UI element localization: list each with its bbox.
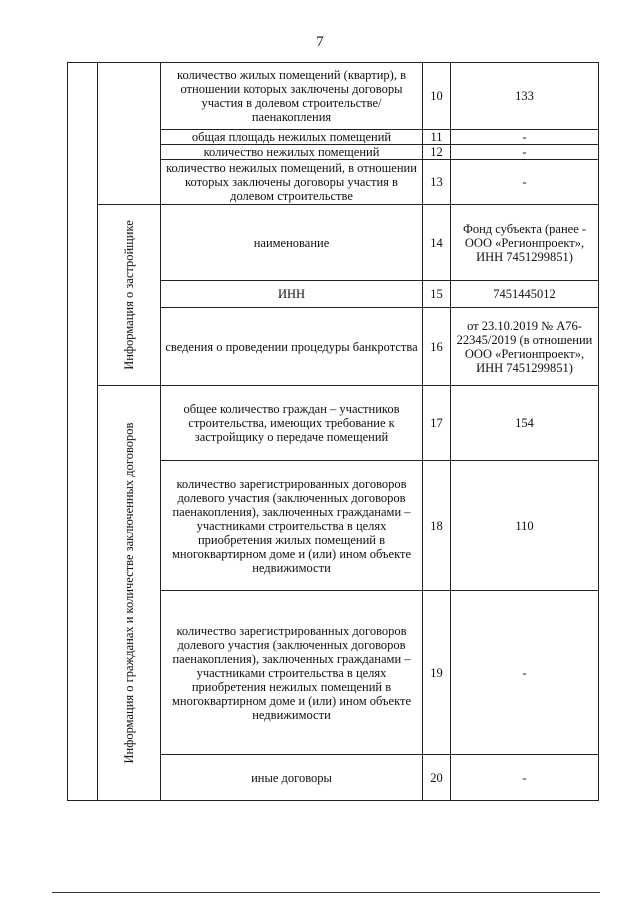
row-label: ИНН: [161, 281, 423, 308]
section-title: Информация о гражданах и количестве заключенных договоров: [122, 422, 136, 764]
section-citizens: [98, 386, 161, 801]
row-number: 20: [423, 755, 451, 801]
row-number: 13: [423, 160, 451, 205]
row-number: 14: [423, 205, 451, 281]
row-value: -: [451, 160, 599, 205]
section-cell-previous: [98, 63, 161, 205]
row-value: 133: [451, 63, 599, 130]
row-value: 7451445012: [451, 281, 599, 308]
table-row: [68, 63, 599, 130]
row-number: 11: [423, 130, 451, 145]
row-number: 19: [423, 591, 451, 755]
row-value: -: [451, 130, 599, 145]
row-number: 15: [423, 281, 451, 308]
row-number: 16: [423, 308, 451, 386]
row-value: -: [451, 591, 599, 755]
outer-column: [68, 63, 98, 801]
row-label: общая площадь нежилых помещений: [161, 130, 423, 145]
row-value: 110: [451, 461, 599, 591]
page-bottom-rule: [52, 892, 600, 893]
section-developer: [98, 205, 161, 386]
row-label: количество зарегистрированных договоров долевого участия (заключенных договоров паенакопления), заключенных гражданами – участниками строительства в целях приобретения нежилых помещений в многоквартирном доме и (или) ином объекте недвижимости: [161, 591, 423, 755]
row-label: сведения о проведении процедуры банкротства: [161, 308, 423, 386]
row-label: количество жилых помещений (квартир), в отношении которых заключены договоры участия в долевом строительстве/паенакопления: [161, 63, 423, 130]
row-label: количество нежилых помещений: [161, 145, 423, 160]
row-value: -: [451, 145, 599, 160]
row-number: 18: [423, 461, 451, 591]
page-number: 7: [316, 34, 324, 50]
row-label: количество зарегистрированных договоров долевого участия (заключенных договоров паенакопления), заключенных гражданами – участниками строительства в целях приобретения жилых помещений в многоквартирном доме и (или) ином объекте недвижимости: [161, 461, 423, 591]
row-label: количество нежилых помещений, в отношении которых заключены договоры участия в долевом строительстве: [161, 160, 423, 205]
table-row: [68, 386, 599, 461]
row-number: 12: [423, 145, 451, 160]
row-value: от 23.10.2019 № А76-22345/2019 (в отношении ООО «Регионпроект», ИНН 7451299851): [451, 308, 599, 386]
row-value: 154: [451, 386, 599, 461]
row-number: 10: [423, 63, 451, 130]
info-table: [67, 62, 599, 801]
row-label: наименование: [161, 205, 423, 281]
row-label: иные договоры: [161, 755, 423, 801]
row-label: общее количество граждан – участников строительства, имеющих требование к застройщику о передаче помещений: [161, 386, 423, 461]
table-row: [68, 205, 599, 281]
row-number: 17: [423, 386, 451, 461]
row-value: -: [451, 755, 599, 801]
row-value: Фонд субъекта (ранее - ООО «Регионпроект», ИНН 7451299851): [451, 205, 599, 281]
section-title: Информация о застройщике: [122, 220, 136, 370]
